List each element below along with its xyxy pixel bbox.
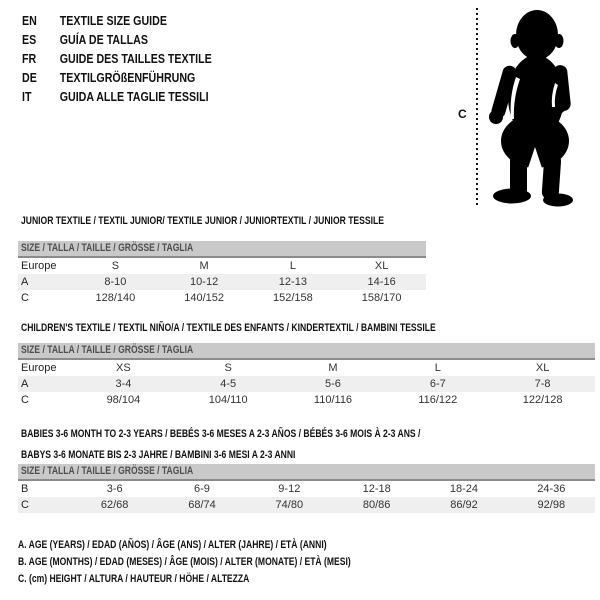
children-table-title: CHILDREN'S TEXTILE / TEXTIL NIÑO/A / TEXTILE DES ENFANTS / KINDERTEXTIL / BAMBINI TESSILE <box>21 322 436 334</box>
language-row-en <box>22 11 212 30</box>
size-cell: 7-8 <box>534 378 551 390</box>
table-row <box>18 290 426 306</box>
size-cell: 104/110 <box>208 394 248 406</box>
size-cell: 152/158 <box>272 292 313 304</box>
size-cell: 122/128 <box>522 394 563 406</box>
height-dotted-line <box>476 8 478 206</box>
language-row-it <box>22 87 212 106</box>
size-cell: M <box>328 362 338 374</box>
height-measure-figure <box>450 7 600 212</box>
size-cell: 8-10 <box>104 276 127 288</box>
size-cell: 92/98 <box>537 499 566 511</box>
size-cell: 98/104 <box>106 394 141 406</box>
size-cell: L <box>289 260 296 272</box>
size-cell: 3-6 <box>106 483 123 495</box>
size-header-bar: SIZE / TALLA / TAILLE / GRÖSSE / TAGLIA <box>18 343 595 360</box>
language-row-fr <box>22 49 212 68</box>
junior-size-table <box>18 241 426 306</box>
size-cell: 110/116 <box>313 394 353 406</box>
table-row <box>18 376 595 392</box>
language-label: TEXTILE SIZE GUIDE <box>59 13 167 28</box>
row-label: A <box>21 378 29 390</box>
size-cell: 3-4 <box>115 378 132 390</box>
size-cell: M <box>199 260 209 272</box>
table-row <box>18 360 595 376</box>
row-label: B <box>21 483 29 495</box>
size-cell: 116/122 <box>418 394 458 406</box>
row-label: C <box>21 499 29 511</box>
legend-line-a: A. AGE (YEARS) / EDAD (AÑOS) / ÂGE (ANS) / ALTER (JAHRE) / ETÀ (ANNI) <box>18 539 327 551</box>
size-cell: 12-18 <box>362 483 391 495</box>
table-row <box>18 497 595 513</box>
language-code: EN <box>22 13 37 28</box>
language-row-es <box>22 30 212 49</box>
size-cell: XS <box>116 362 131 374</box>
size-cell: 74/80 <box>275 499 304 511</box>
measure-legend <box>18 537 445 588</box>
size-cell: 24-36 <box>537 483 566 495</box>
language-label: TEXTILGRÖßENFÜHRUNG <box>59 70 196 85</box>
size-cell: 12-13 <box>278 276 307 288</box>
row-label: A <box>21 276 29 288</box>
language-code: ES <box>22 32 37 47</box>
table-row <box>18 274 426 290</box>
row-label: C <box>21 292 29 304</box>
size-cell: XL <box>374 260 389 272</box>
size-cell: 14-16 <box>367 276 396 288</box>
size-cell: S <box>111 260 120 272</box>
language-code: IT <box>22 89 32 104</box>
size-cell: 10-12 <box>190 276 219 288</box>
size-cell: 6-9 <box>194 483 210 495</box>
babies-size-table <box>18 464 595 513</box>
baby-silhouette-icon <box>485 7 595 207</box>
size-cell: 9-12 <box>278 483 301 495</box>
children-size-table <box>18 343 595 408</box>
size-cell: 62/68 <box>100 499 129 511</box>
size-cell: L <box>434 362 441 374</box>
language-label: GUÍA DE TALLAS <box>59 32 148 47</box>
table-row <box>18 481 595 497</box>
language-code: FR <box>22 51 37 66</box>
junior-table-title: JUNIOR TEXTILE / TEXTIL JUNIOR/ TEXTILE JUNIOR / JUNIORTEXTIL / JUNIOR TESSILE <box>21 215 384 227</box>
language-code: DE <box>22 70 37 85</box>
size-cell: 6-7 <box>429 378 446 390</box>
size-cell: 86/92 <box>450 499 478 511</box>
height-measure-label: C <box>458 107 467 121</box>
language-label: GUIDA ALLE TAGLIE TESSILI <box>59 89 209 104</box>
size-cell: XL <box>535 362 550 374</box>
babies-table-title: BABIES 3-6 MONTH TO 2-3 YEARS / BEBÉS 3-6 MESES A 2-3 AÑOS / BÉBÉS 3-6 MOIS À 2-3 ANS / BABYS 3-6 MONATE BIS 2-3 JAHRE / BAMBINI 3-6 MESI A 2-3 ANNI <box>21 428 421 461</box>
size-cell: 68/74 <box>188 499 216 511</box>
language-row-de <box>22 68 212 87</box>
size-header-bar: SIZE / TALLA / TAILLE / GRÖSSE / TAGLIA <box>18 241 426 258</box>
table-row <box>18 392 595 408</box>
size-cell: 128/140 <box>95 292 136 304</box>
legend-line-c: C. (cm) HEIGHT / ALTURA / HAUTEUR / HÖHE / ALTEZZA <box>18 573 250 585</box>
language-title-list <box>22 11 253 106</box>
language-label: GUIDE DES TAILLES TEXTILE <box>59 51 212 66</box>
size-header-bar: SIZE / TALLA / TAILLE / GRÖSSE / TAGLIA <box>18 464 595 481</box>
row-label: Europe <box>21 362 57 374</box>
size-cell: 80/86 <box>362 499 391 511</box>
size-cell: 140/152 <box>184 292 224 304</box>
size-cell: 18-24 <box>449 483 479 495</box>
row-label: C <box>21 394 29 406</box>
table-row <box>18 258 426 274</box>
row-label: Europe <box>21 260 57 272</box>
size-cell: 5-6 <box>325 378 341 390</box>
size-cell: 4-5 <box>220 378 237 390</box>
size-cell: S <box>224 362 232 374</box>
size-cell: 158/170 <box>361 292 402 304</box>
legend-line-b: B. AGE (MONTHS) / EDAD (MESES) / ÂGE (MOIS) / ALTER (MONATE) / ETÀ (MESI) <box>18 556 351 568</box>
